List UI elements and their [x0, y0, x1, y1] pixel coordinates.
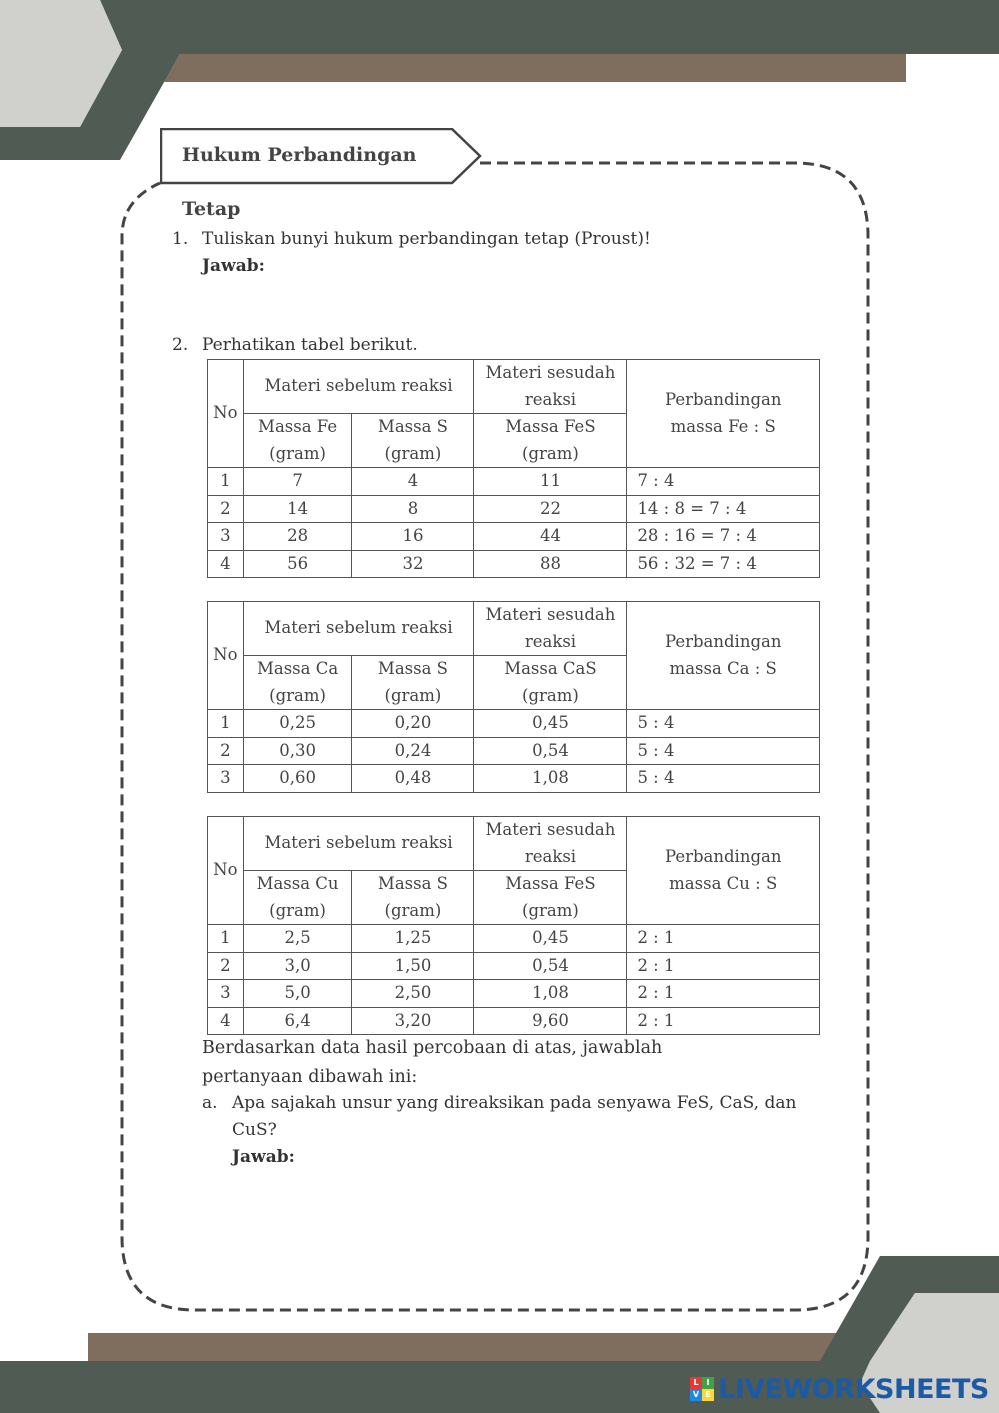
title-banner	[160, 128, 480, 220]
header-mass-1: Massa Ca (gram)	[243, 656, 352, 710]
cell-mass-3: 1,08	[474, 765, 627, 793]
cell-mass-3: 9,60	[474, 1007, 627, 1035]
cell-mass-2: 4	[352, 468, 474, 496]
header-before: Materi sebelum reaksi	[243, 602, 474, 656]
cell-mass-1: 0,30	[243, 737, 352, 765]
header-before: Materi sebelum reaksi	[243, 817, 474, 871]
cell-no: 1	[208, 468, 244, 496]
cell-ratio: 14 : 8 = 7 : 4	[627, 495, 820, 523]
cell-no: 2	[208, 495, 244, 523]
cell-mass-1: 56	[243, 550, 352, 578]
cell-mass-3: 44	[474, 523, 627, 551]
cell-ratio: 7 : 4	[627, 468, 820, 496]
header-no: No	[208, 602, 244, 710]
cell-mass-2: 8	[352, 495, 474, 523]
header-after: Materi sesudah reaksi	[474, 817, 627, 871]
table-row	[208, 952, 820, 980]
question-1-text: Tuliskan bunyi hukum perbandingan tetap (Proust)!	[202, 229, 651, 249]
table-row	[208, 737, 820, 765]
liveworksheets-logo[interactable]	[690, 1372, 989, 1406]
header-mass-2: Massa S (gram)	[352, 414, 474, 468]
question-2-text: Perhatikan tabel berikut.	[202, 335, 418, 355]
cell-mass-2: 2,50	[352, 980, 474, 1008]
cell-mass-2: 16	[352, 523, 474, 551]
page-title: Hukum Perbandingan Tetap	[182, 144, 417, 220]
header-after: Materi sesudah reaksi	[474, 602, 627, 656]
cell-mass-1: 28	[243, 523, 352, 551]
cell-no: 2	[208, 737, 244, 765]
header-mass-1: Massa Cu (gram)	[243, 871, 352, 925]
cell-ratio: 5 : 4	[627, 737, 820, 765]
header-mass-3: Massa FeS (gram)	[474, 871, 627, 925]
question-2a-answer-label: Jawab:	[232, 1147, 295, 1167]
cell-ratio: 2 : 1	[627, 980, 820, 1008]
cell-no: 4	[208, 1007, 244, 1035]
header-ratio: Perbandingan massa Cu : S	[627, 817, 820, 925]
question-1-answer-label: Jawab:	[202, 256, 265, 276]
cell-mass-1: 7	[243, 468, 352, 496]
table-row	[208, 980, 820, 1008]
cell-mass-1: 2,5	[243, 925, 352, 953]
table-row	[208, 1007, 820, 1035]
table-ca-s	[207, 601, 820, 793]
cell-mass-2: 1,25	[352, 925, 474, 953]
cell-mass-1: 5,0	[243, 980, 352, 1008]
cell-mass-3: 0,45	[474, 925, 627, 953]
header-mass-3: Massa CaS (gram)	[474, 656, 627, 710]
cell-mass-1: 6,4	[243, 1007, 352, 1035]
cell-mass-3: 88	[474, 550, 627, 578]
header-no: No	[208, 817, 244, 925]
cell-mass-1: 3,0	[243, 952, 352, 980]
header-no: No	[208, 360, 244, 468]
table-row	[208, 495, 820, 523]
cell-mass-2: 3,20	[352, 1007, 474, 1035]
table-row	[208, 765, 820, 793]
table-cu-s	[207, 816, 820, 1035]
cell-ratio: 28 : 16 = 7 : 4	[627, 523, 820, 551]
header-after: Materi sesudah reaksi	[474, 360, 627, 414]
table-row	[208, 550, 820, 578]
cell-mass-2: 0,24	[352, 737, 474, 765]
cell-no: 3	[208, 980, 244, 1008]
cell-ratio: 56 : 32 = 7 : 4	[627, 550, 820, 578]
cell-mass-1: 0,25	[243, 710, 352, 738]
table-row	[208, 925, 820, 953]
table-row	[208, 523, 820, 551]
cell-mass-3: 11	[474, 468, 627, 496]
cell-no: 1	[208, 925, 244, 953]
cell-mass-3: 1,08	[474, 980, 627, 1008]
question-1-number: 1.	[172, 229, 189, 249]
cell-mass-3: 0,54	[474, 737, 627, 765]
followup-intro: Berdasarkan data hasil percobaan di atas, jawablah pertanyaan dibawah ini:	[202, 1038, 663, 1087]
header-mass-3: Massa FeS (gram)	[474, 414, 627, 468]
cell-mass-3: 0,54	[474, 952, 627, 980]
cell-no: 2	[208, 952, 244, 980]
cell-mass-2: 32	[352, 550, 474, 578]
question-2a-text: Apa sajakah unsur yang direaksikan pada senyawa FeS, CaS, dan CuS?	[232, 1093, 797, 1140]
cell-ratio: 2 : 1	[627, 952, 820, 980]
cell-ratio: 5 : 4	[627, 710, 820, 738]
table-row	[208, 710, 820, 738]
header-mass-1: Massa Fe (gram)	[243, 414, 352, 468]
cell-ratio: 2 : 1	[627, 1007, 820, 1035]
question-2-number: 2.	[172, 335, 189, 355]
header-mass-2: Massa S (gram)	[352, 656, 474, 710]
table-fe-s	[207, 359, 820, 578]
cell-no: 3	[208, 765, 244, 793]
cell-no: 1	[208, 710, 244, 738]
cell-no: 3	[208, 523, 244, 551]
question-2a-letter: a.	[202, 1093, 218, 1113]
cell-mass-2: 0,48	[352, 765, 474, 793]
header-ratio: Perbandingan massa Fe : S	[627, 360, 820, 468]
cell-mass-1: 14	[243, 495, 352, 523]
liveworksheets-logo-text: LIVEWORKSHEETS	[718, 1373, 989, 1405]
cell-mass-1: 0,60	[243, 765, 352, 793]
liveworksheets-logo-icon: L I V E	[690, 1377, 714, 1401]
cell-ratio: 2 : 1	[627, 925, 820, 953]
question-2	[172, 332, 822, 359]
table-row	[208, 468, 820, 496]
cell-no: 4	[208, 550, 244, 578]
cell-mass-3: 0,45	[474, 710, 627, 738]
question-1	[172, 226, 822, 280]
cell-ratio: 5 : 4	[627, 765, 820, 793]
header-before: Materi sebelum reaksi	[243, 360, 474, 414]
header-ratio: Perbandingan massa Ca : S	[627, 602, 820, 710]
cell-mass-2: 0,20	[352, 710, 474, 738]
header-mass-2: Massa S (gram)	[352, 871, 474, 925]
cell-mass-2: 1,50	[352, 952, 474, 980]
question-2a	[202, 1090, 832, 1171]
cell-mass-3: 22	[474, 495, 627, 523]
